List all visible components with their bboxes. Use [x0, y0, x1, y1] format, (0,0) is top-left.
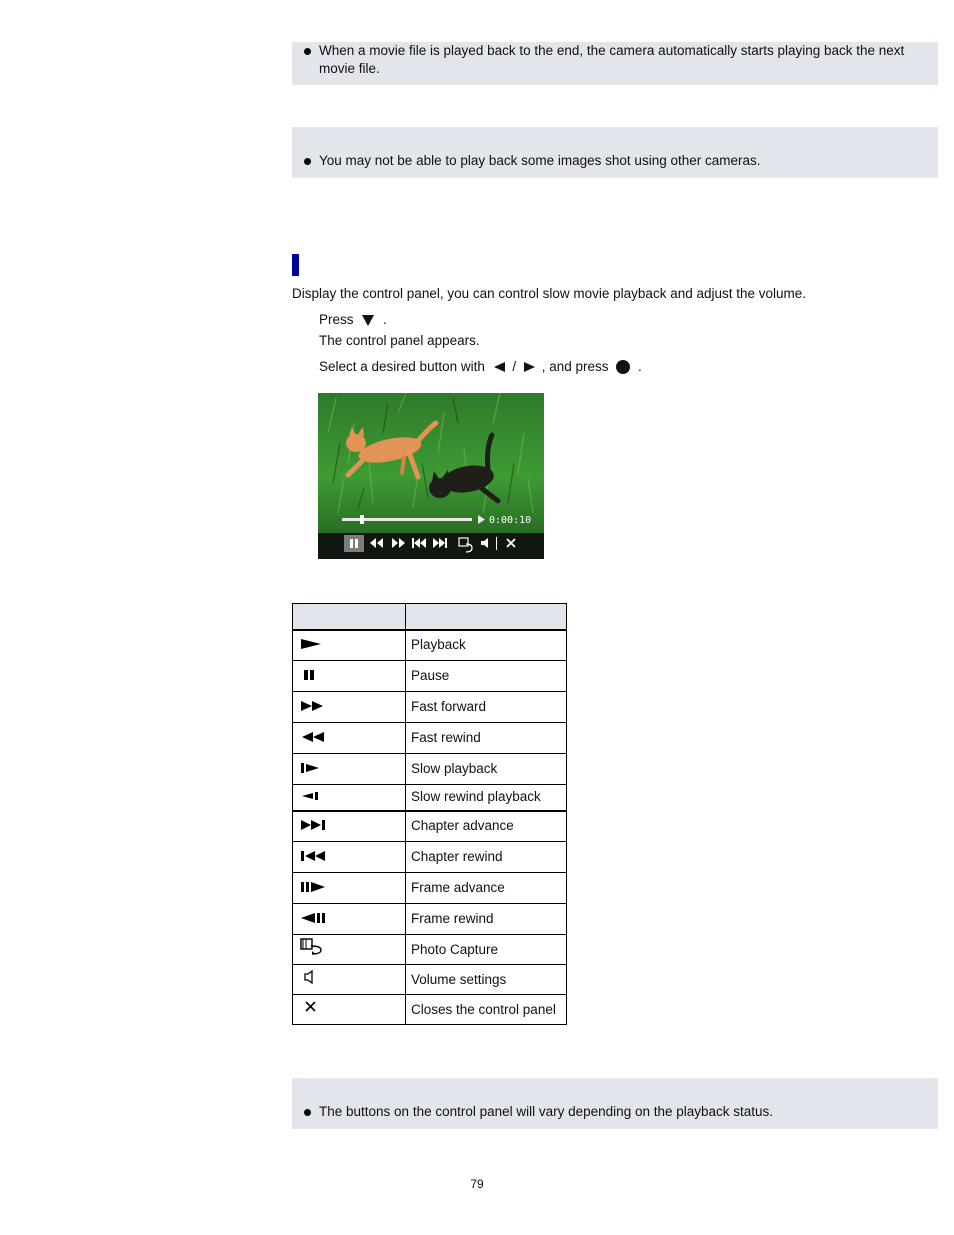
table-row [293, 935, 567, 965]
table-row [293, 965, 567, 995]
volume-icon [299, 969, 323, 985]
step-2 [319, 358, 642, 376]
center-button-icon [612, 359, 634, 375]
table-cell-icon [293, 723, 406, 754]
step-2-text: Select a desired button with [319, 359, 485, 374]
table-cell-label: Photo Capture [406, 935, 567, 965]
table-row [293, 873, 567, 904]
note-box-autoplay [292, 42, 938, 85]
table-cell-label: Frame rewind [406, 904, 567, 935]
pause-icon [299, 668, 323, 682]
note-box-compatibility [292, 127, 938, 178]
step-2-period: . [638, 359, 642, 374]
table-cell-label: Slow playback [406, 754, 567, 785]
chapter-rewind-icon [299, 849, 329, 863]
page-number: 79 [470, 1177, 484, 1191]
note-item [304, 152, 928, 170]
chapter-advance-icon [299, 818, 329, 832]
table-cell-label: Fast rewind [406, 723, 567, 754]
table-cell-label: Chapter advance [406, 811, 567, 842]
table-cell-label: Fast forward [406, 692, 567, 723]
table-cell-icon [293, 692, 406, 723]
table-cell-icon [293, 842, 406, 873]
table-header-cell [406, 604, 567, 630]
right-arrow-icon [520, 360, 538, 374]
table-header-cell [293, 604, 406, 630]
table-cell-icon [293, 661, 406, 692]
table-cell-icon [293, 873, 406, 904]
timecode: 0:00:10 [489, 515, 532, 526]
table-row [293, 842, 567, 873]
fast-forward-icon [299, 699, 327, 713]
playback-screen-image [318, 393, 544, 559]
bullet-icon [304, 158, 311, 165]
step-1 [319, 311, 387, 329]
down-arrow-icon [357, 313, 379, 327]
table-cell-label: Playback [406, 630, 567, 661]
note-item [304, 42, 928, 78]
frame-advance-icon [299, 880, 329, 894]
note-item [304, 1103, 928, 1121]
fast-rewind-icon [299, 730, 327, 744]
slow-playback-icon [299, 761, 323, 775]
table-cell-icon [293, 935, 406, 965]
table-cell-icon [293, 904, 406, 935]
table-row [293, 904, 567, 935]
step-2-middle: , and press [541, 359, 609, 374]
table-cell-icon [293, 811, 406, 842]
note-text: The buttons on the control panel will vary depending on the playback status. [319, 1104, 774, 1119]
step-2-slash: / [512, 359, 517, 374]
table-header-row [293, 604, 567, 630]
table-row [293, 754, 567, 785]
table-cell-icon [293, 965, 406, 995]
table-cell-label: Closes the control panel [406, 995, 567, 1025]
table-cell-label: Pause [406, 661, 567, 692]
section-heading-marker [292, 254, 299, 276]
table-row [293, 811, 567, 842]
table-cell-label: Frame advance [406, 873, 567, 904]
table-cell-label: Slow rewind playback [406, 785, 567, 811]
table-row [293, 692, 567, 723]
table-row [293, 995, 567, 1025]
table-cell-icon [293, 785, 406, 811]
control-panel-table [292, 603, 567, 1025]
table-row [293, 661, 567, 692]
step-1-period: . [383, 312, 387, 327]
table-row [293, 785, 567, 811]
close-icon [299, 999, 323, 1015]
photo-capture-icon [299, 937, 325, 955]
play-icon [299, 637, 323, 651]
step-1-text: Press [319, 312, 354, 327]
table-row [293, 723, 567, 754]
frame-rewind-icon [299, 911, 329, 925]
bullet-icon [304, 1109, 311, 1116]
table-cell-icon [293, 754, 406, 785]
note-text: When a movie file is played back to the end, the camera automatically starts playing back the next movie file. [319, 43, 905, 76]
table-row [293, 630, 567, 661]
slow-rewind-icon [299, 790, 323, 802]
bullet-icon [304, 48, 311, 55]
table-cell-label: Chapter rewind [406, 842, 567, 873]
note-text: You may not be able to play back some images shot using other cameras. [319, 153, 761, 168]
table-cell-icon [293, 995, 406, 1025]
section-intro: Display the control panel, you can control slow movie playback and adjust the volume. [292, 286, 807, 301]
step-1-result: The control panel appears. [319, 333, 480, 348]
table-cell-icon [293, 630, 406, 661]
note-box-buttons [292, 1078, 938, 1129]
left-arrow-icon [489, 360, 509, 374]
table-cell-label: Volume settings [406, 965, 567, 995]
